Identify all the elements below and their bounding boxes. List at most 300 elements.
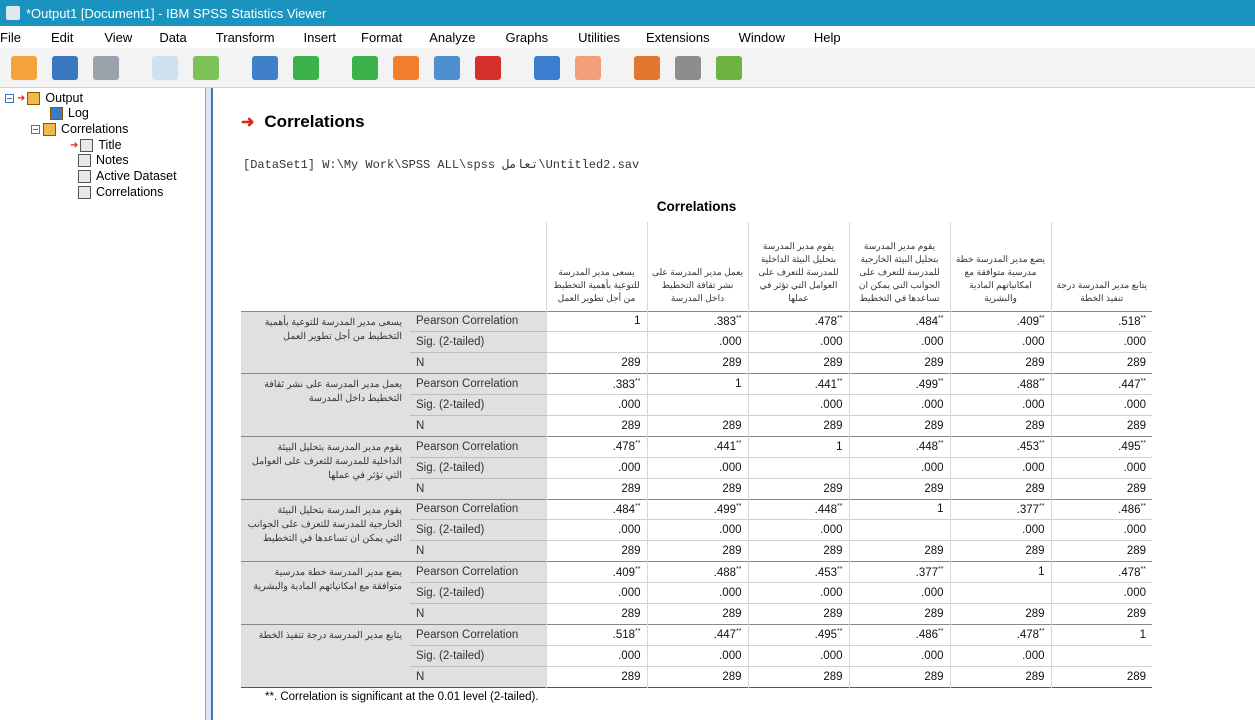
table-cell[interactable] <box>647 374 748 395</box>
heading-text: Correlations <box>264 112 365 131</box>
table-cell[interactable] <box>748 541 849 562</box>
table-cell[interactable] <box>546 332 647 353</box>
table-cell[interactable] <box>546 499 647 520</box>
table-cell[interactable] <box>849 457 950 478</box>
significance-marker: ** <box>1140 440 1146 448</box>
open-button[interactable] <box>8 53 40 83</box>
significance-marker: ** <box>1140 315 1146 323</box>
pane-splitter[interactable] <box>205 88 213 720</box>
statistic-label: N <box>410 541 546 562</box>
cell-value: 289 <box>722 670 742 683</box>
table-cell[interactable] <box>849 520 950 541</box>
column-header[interactable]: يقوم مدير المدرسة بتحليل البيئة الخارجية للمدرسة للتعرف على الجوانب التي يمكن ان تساعدها في التخطيط <box>849 222 950 311</box>
cell-value: .000 <box>1123 399 1146 411</box>
cell-value: .000 <box>618 649 641 662</box>
table-cell[interactable] <box>950 395 1051 416</box>
cell-value: .441 <box>814 378 838 391</box>
cell-value: .000 <box>921 461 944 474</box>
table-cell[interactable] <box>950 562 1051 583</box>
table-cell[interactable] <box>1051 415 1152 436</box>
significance-marker: ** <box>837 377 843 385</box>
table-cell[interactable] <box>849 332 950 353</box>
cell-value: .495 <box>814 629 838 642</box>
output-pane <box>213 88 1255 720</box>
table-cell[interactable] <box>647 624 748 645</box>
table-cell[interactable] <box>748 583 849 604</box>
significance-marker: ** <box>1140 565 1146 573</box>
cell-value: .000 <box>1022 524 1045 537</box>
tree-item-label: Correlations <box>61 122 129 136</box>
table-cell[interactable] <box>950 478 1051 499</box>
table-cell[interactable] <box>1051 436 1152 457</box>
table-cell[interactable] <box>647 499 748 520</box>
statistic-label: N <box>410 415 546 436</box>
cell-value: .000 <box>921 399 944 411</box>
cell-value: .000 <box>1123 336 1146 349</box>
statistic-label: Pearson Correlation <box>410 499 546 520</box>
table-cell[interactable] <box>546 583 647 604</box>
cell-value: .000 <box>719 524 742 537</box>
item-icon <box>80 139 93 152</box>
table-cell[interactable] <box>647 666 748 687</box>
print-preview-button[interactable] <box>149 53 181 83</box>
table-cell[interactable] <box>546 395 647 416</box>
cell-value: 289 <box>1025 357 1045 370</box>
table-cell[interactable] <box>647 311 748 332</box>
log-icon <box>50 107 63 120</box>
cell-value: 289 <box>621 357 641 370</box>
tree-item-output[interactable] <box>5 91 83 105</box>
header-corner <box>241 222 546 311</box>
print-preview-icon <box>152 56 178 80</box>
table-cell[interactable] <box>950 499 1051 520</box>
correlations-icon <box>43 123 56 136</box>
cell-value: .447 <box>713 629 737 642</box>
insert-cases-button[interactable] <box>472 53 504 83</box>
cell-value: .383 <box>713 315 737 328</box>
table-cell[interactable] <box>1051 541 1152 562</box>
cell-value: 289 <box>722 482 742 495</box>
designate-window-icon <box>675 56 701 80</box>
table-row <box>241 374 1152 395</box>
output-heading[interactable] <box>241 112 365 132</box>
open-icon <box>11 56 37 80</box>
cell-value: 1 <box>735 378 742 391</box>
redo-icon <box>352 56 378 80</box>
undo-button[interactable] <box>290 53 322 83</box>
significance-marker: ** <box>635 565 641 573</box>
table-cell[interactable] <box>647 603 748 624</box>
cell-value: .000 <box>719 649 742 662</box>
cell-value: .000 <box>820 587 843 600</box>
table-cell[interactable] <box>647 562 748 583</box>
table-row <box>241 436 1152 457</box>
item-icon <box>78 170 91 183</box>
statistic-label: Pearson Correlation <box>410 374 546 395</box>
export-button[interactable] <box>190 53 222 83</box>
cell-value: .000 <box>618 524 641 537</box>
table-cell[interactable] <box>546 374 647 395</box>
table-cell[interactable] <box>748 624 849 645</box>
table-cell[interactable] <box>748 499 849 520</box>
table-cell[interactable] <box>849 624 950 645</box>
table-cell[interactable] <box>849 415 950 436</box>
cell-value: .000 <box>719 336 742 349</box>
menu-edit[interactable]: Edit <box>50 29 74 45</box>
cell-value: 289 <box>823 545 843 558</box>
column-header[interactable]: يعمل مدير المدرسة على نشر ثقافة التخطيط داخل المدرسة <box>647 222 748 311</box>
table-cell[interactable] <box>1051 645 1152 666</box>
cell-value: .000 <box>618 399 641 411</box>
current-item-arrow-icon: ➜ <box>70 139 79 151</box>
table-cell[interactable] <box>546 311 647 332</box>
table-cell[interactable] <box>748 374 849 395</box>
table-cell[interactable] <box>748 353 849 374</box>
table-cell[interactable] <box>647 436 748 457</box>
table-cell[interactable] <box>748 395 849 416</box>
undo-icon <box>293 56 319 80</box>
table-cell[interactable] <box>1051 624 1152 645</box>
table-cell[interactable] <box>849 353 950 374</box>
significance-marker: ** <box>938 377 944 385</box>
table-cell[interactable] <box>950 332 1051 353</box>
table-cell[interactable] <box>849 395 950 416</box>
table-cell[interactable] <box>748 520 849 541</box>
menu-file[interactable]: File <box>0 29 21 45</box>
statistic-label: Sig. (2-tailed) <box>410 645 546 666</box>
item-icon <box>78 154 91 167</box>
column-header[interactable]: يسعى مدير المدرسة للتوعية بأهمية التخطيط من أجل تطوير العمل <box>546 222 647 311</box>
table-cell[interactable] <box>1051 332 1152 353</box>
cell-value: 1 <box>1038 566 1045 579</box>
table-cell[interactable] <box>647 457 748 478</box>
toolbar <box>0 48 1255 88</box>
window-title: *Output1 [Document1] - IBM SPSS Statistics Viewer <box>26 5 327 21</box>
cell-value: .000 <box>1123 524 1146 537</box>
table-cell[interactable] <box>1051 457 1152 478</box>
cell-value: .486 <box>915 629 939 642</box>
run-script-button[interactable] <box>631 53 663 83</box>
cell-value: .478 <box>612 441 636 454</box>
cell-value: 289 <box>1126 607 1146 620</box>
save-icon <box>52 56 78 80</box>
menu-view[interactable]: View <box>104 29 133 45</box>
table-cell[interactable] <box>1051 583 1152 604</box>
menu-transform[interactable]: Transform <box>215 29 275 45</box>
cell-value: .478 <box>1016 629 1040 642</box>
cell-value: 289 <box>1126 357 1146 370</box>
table-cell[interactable] <box>849 478 950 499</box>
table-cell[interactable] <box>546 603 647 624</box>
significance-marker: ** <box>736 503 742 511</box>
menu-help[interactable]: Help <box>813 29 841 45</box>
table-cell[interactable] <box>950 624 1051 645</box>
cell-value: .000 <box>1123 461 1146 474</box>
table-cell[interactable] <box>950 583 1051 604</box>
spss-app-icon <box>6 6 20 20</box>
cell-value: 1 <box>634 315 641 328</box>
table-cell[interactable] <box>849 603 950 624</box>
item-icon <box>78 186 91 199</box>
table-cell[interactable] <box>1051 499 1152 520</box>
table-cell[interactable] <box>748 457 849 478</box>
table-cell[interactable] <box>748 603 849 624</box>
tree-item-correlations[interactable] <box>31 122 128 136</box>
table-cell[interactable] <box>950 666 1051 687</box>
tree-item-correlations[interactable] <box>78 185 163 199</box>
collapse-icon[interactable] <box>31 125 40 134</box>
cell-value: 289 <box>924 357 944 370</box>
table-cell[interactable] <box>1051 395 1152 416</box>
table-cell[interactable] <box>950 374 1051 395</box>
goto-data-button[interactable] <box>390 53 422 83</box>
cell-value: 289 <box>823 357 843 370</box>
table-cell[interactable] <box>546 415 647 436</box>
table-cell[interactable] <box>546 353 647 374</box>
table-cell[interactable] <box>647 541 748 562</box>
tree-item-label: Title <box>98 138 122 152</box>
table-cell[interactable] <box>950 415 1051 436</box>
cell-value: .000 <box>719 461 742 474</box>
table-cell[interactable] <box>647 332 748 353</box>
goto-case-button[interactable] <box>431 53 463 83</box>
significance-marker: ** <box>837 315 843 323</box>
table-cell[interactable] <box>1051 603 1152 624</box>
cell-value: .499 <box>713 503 737 516</box>
add-item-icon <box>716 56 742 80</box>
table-cell[interactable] <box>849 311 950 332</box>
table-cell[interactable] <box>546 666 647 687</box>
cell-value: .409 <box>1016 315 1040 328</box>
significance-marker: ** <box>736 315 742 323</box>
current-item-arrow-icon: ➜ <box>241 114 255 131</box>
cell-value: 289 <box>621 607 641 620</box>
cell-value: 289 <box>823 482 843 495</box>
tree-item-label: Output <box>45 91 83 105</box>
title-bar <box>0 0 1255 26</box>
table-cell[interactable] <box>849 541 950 562</box>
table-cell[interactable] <box>1051 562 1152 583</box>
menu-format[interactable]: Format <box>361 29 403 45</box>
menu-window[interactable]: Window <box>738 29 785 45</box>
column-header[interactable]: يضع مدير المدرسة خطة مدرسية متوافقة مع امكانياتهم المادية والبشرية <box>950 222 1051 311</box>
current-item-arrow-icon: ➜ <box>17 92 26 104</box>
table-footnote: **. Correlation is significant at the 0.01 level (2-tailed). <box>265 691 539 703</box>
menu-analyze[interactable]: Analyze <box>429 29 476 45</box>
table-cell[interactable] <box>748 478 849 499</box>
menu-data[interactable]: Data <box>159 29 187 45</box>
table-cell[interactable] <box>546 436 647 457</box>
significance-marker: ** <box>635 377 641 385</box>
table-cell[interactable] <box>546 541 647 562</box>
row-variable-label[interactable]: يضع مدير المدرسة خطة مدرسية متوافقة مع امكانياتهم المادية والبشرية <box>241 562 410 625</box>
show-all-button[interactable] <box>572 53 604 83</box>
significance-marker: ** <box>736 440 742 448</box>
menu-extensions[interactable]: Extensions <box>646 29 710 45</box>
table-cell[interactable] <box>849 562 950 583</box>
redo-button[interactable] <box>349 53 381 83</box>
cell-value: 1 <box>836 440 843 453</box>
table-cell[interactable] <box>647 415 748 436</box>
table-row <box>241 624 1152 645</box>
statistic-label: N <box>410 603 546 624</box>
cell-value: 1 <box>937 503 944 516</box>
table-cell[interactable] <box>849 583 950 604</box>
tree-item-active-dataset[interactable] <box>78 169 177 183</box>
variables-button[interactable] <box>531 53 563 83</box>
recall-dialog-button[interactable] <box>249 53 281 83</box>
row-variable-label[interactable]: يسعى مدير المدرسة للتوعية بأهمية التخطيط من أجل تطوير العمل <box>241 311 410 374</box>
row-variable-label[interactable]: يقوم مدير المدرسة بتحليل البيئة الخارجية للمدرسة للتعرف على الجوانب التي يمكن ان تساعدها في التخطيط <box>241 499 410 562</box>
table-cell[interactable] <box>748 645 849 666</box>
cell-value: 289 <box>823 607 843 620</box>
table-row <box>241 499 1152 520</box>
cell-value: 289 <box>621 670 641 683</box>
significance-marker: ** <box>1039 315 1045 323</box>
table-cell[interactable] <box>849 374 950 395</box>
insert-cases-icon <box>475 56 501 80</box>
table-cell[interactable] <box>546 562 647 583</box>
menu-insert[interactable]: Insert <box>303 29 337 45</box>
tree-item-notes[interactable] <box>78 153 129 167</box>
cell-value: 289 <box>924 607 944 620</box>
cell-value: 289 <box>1025 607 1045 620</box>
cell-value: 289 <box>1025 419 1045 432</box>
significance-marker: ** <box>1140 377 1146 385</box>
tree-item-title[interactable] <box>70 138 122 152</box>
table-cell[interactable] <box>1051 374 1152 395</box>
cell-value: 289 <box>924 419 944 432</box>
tree-item-label: Active Dataset <box>96 169 177 183</box>
significance-marker: ** <box>938 315 944 323</box>
cell-value: .000 <box>820 336 843 349</box>
cell-value: .000 <box>1022 399 1045 411</box>
table-cell[interactable] <box>748 562 849 583</box>
table-cell[interactable] <box>849 666 950 687</box>
table-cell[interactable] <box>647 395 748 416</box>
statistic-label: Sig. (2-tailed) <box>410 395 546 416</box>
table-cell[interactable] <box>647 645 748 666</box>
table-title: Correlations <box>656 199 737 214</box>
column-header[interactable]: يقوم مدير المدرسة بتحليل البيئة الداخلية للمدرسة للتعرف على العوامل التي تؤثر في عملها <box>748 222 849 311</box>
table-cell[interactable] <box>950 541 1051 562</box>
cell-value: 289 <box>1126 670 1146 683</box>
cell-value: .377 <box>915 566 939 579</box>
column-header[interactable]: يتابع مدير المدرسة درجة تنفيذ الخطة <box>1051 222 1152 311</box>
table-cell[interactable] <box>748 436 849 457</box>
cell-value: .000 <box>618 587 641 600</box>
table-cell[interactable] <box>1051 520 1152 541</box>
table-cell[interactable] <box>950 311 1051 332</box>
menu-bar <box>0 26 1255 48</box>
table-cell[interactable] <box>647 478 748 499</box>
table-cell[interactable] <box>748 415 849 436</box>
tree-item-log[interactable] <box>50 106 89 120</box>
statistic-label: N <box>410 353 546 374</box>
table-cell[interactable] <box>950 603 1051 624</box>
significance-marker: ** <box>1140 503 1146 511</box>
row-variable-label[interactable]: يقوم مدير المدرسة بتحليل البيئة الداخلية للمدرسة للتعرف على العوامل التي تؤثر في عملها <box>241 436 410 499</box>
cell-value: 1 <box>1139 628 1146 641</box>
significance-marker: ** <box>736 628 742 636</box>
cell-value: .478 <box>1118 566 1141 579</box>
table-cell[interactable] <box>950 520 1051 541</box>
save-button[interactable] <box>49 53 81 83</box>
row-variable-label[interactable]: يعمل مدير المدرسة على نشر ثقافة التخطيط داخل المدرسة <box>241 374 410 437</box>
cell-value: .000 <box>1022 461 1045 474</box>
table-cell[interactable] <box>849 436 950 457</box>
table-cell[interactable] <box>950 436 1051 457</box>
table-cell[interactable] <box>647 583 748 604</box>
table-cell[interactable] <box>1051 666 1152 687</box>
cell-value: .488 <box>1016 378 1040 391</box>
active-dataset-text: [DataSet1] W:\My Work\SPSS ALL\spss تعامل\Untitled2.sav <box>243 158 640 172</box>
print-button[interactable] <box>90 53 122 83</box>
table-cell[interactable] <box>748 666 849 687</box>
table-row <box>241 562 1152 583</box>
cell-value: .448 <box>814 503 838 516</box>
cell-value: 289 <box>1126 482 1146 495</box>
cell-value: .518 <box>1118 315 1141 328</box>
table-cell[interactable] <box>950 457 1051 478</box>
significance-marker: ** <box>837 565 843 573</box>
cell-value: .000 <box>820 524 843 537</box>
menu-graphs[interactable]: Graphs <box>505 29 549 45</box>
table-cell[interactable] <box>748 311 849 332</box>
cell-value: 289 <box>823 670 843 683</box>
correlations-table[interactable] <box>241 222 1152 688</box>
tree-item-label: Correlations <box>96 185 164 199</box>
table-cell[interactable] <box>546 624 647 645</box>
table-cell[interactable] <box>546 520 647 541</box>
significance-marker: ** <box>1039 628 1045 636</box>
outline-pane <box>0 88 205 720</box>
statistic-label: Sig. (2-tailed) <box>410 332 546 353</box>
cell-value: 289 <box>924 482 944 495</box>
collapse-icon[interactable] <box>5 94 14 103</box>
table-cell[interactable] <box>546 478 647 499</box>
tree-item-label: Log <box>68 106 89 120</box>
row-variable-label[interactable]: يتابع مدير المدرسة درجة تنفيذ الخطة <box>241 624 410 687</box>
table-cell[interactable] <box>950 645 1051 666</box>
cell-value: .484 <box>612 503 636 516</box>
table-cell[interactable] <box>748 332 849 353</box>
table-cell[interactable] <box>950 353 1051 374</box>
run-script-icon <box>634 56 660 80</box>
table-cell[interactable] <box>1051 478 1152 499</box>
table-cell[interactable] <box>647 353 748 374</box>
add-item-button[interactable] <box>713 53 745 83</box>
cell-value: .000 <box>820 399 843 411</box>
designate-window-button[interactable] <box>672 53 704 83</box>
cell-value: 289 <box>722 545 742 558</box>
menu-utilities[interactable]: Utilities <box>578 29 621 45</box>
cell-value: .000 <box>820 649 843 662</box>
cell-value: .000 <box>1022 336 1045 349</box>
table-row <box>241 311 1152 332</box>
table-cell[interactable] <box>546 457 647 478</box>
table-cell[interactable] <box>849 645 950 666</box>
table-cell[interactable] <box>647 520 748 541</box>
goto-case-icon <box>434 56 460 80</box>
table-cell[interactable] <box>1051 311 1152 332</box>
significance-marker: ** <box>837 628 843 636</box>
table-cell[interactable] <box>1051 353 1152 374</box>
table-cell[interactable] <box>849 499 950 520</box>
statistic-label: Pearson Correlation <box>410 311 546 332</box>
significance-marker: ** <box>635 628 641 636</box>
table-cell[interactable] <box>546 645 647 666</box>
